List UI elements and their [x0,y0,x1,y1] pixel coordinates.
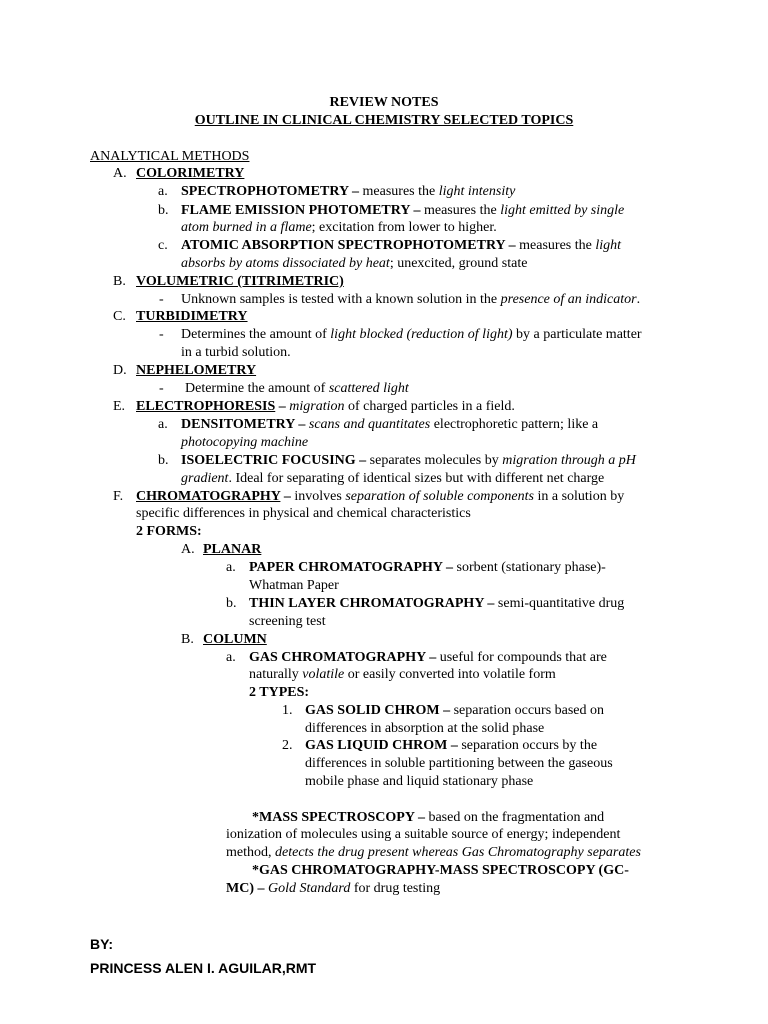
gcms-note-line2: MC) – Gold Standard for drug testing [226,881,441,896]
d-item: Determine the amount of scattered light [185,381,409,396]
outline-c-heading: TURBIDIMETRY [136,309,248,324]
e2-item-line2: gradient. Ideal for separating of identical sizes but with different net charge [181,471,605,486]
a3-marker: c. [158,238,168,253]
e1-marker: a. [158,417,168,432]
planar-marker: A. [181,542,195,557]
t1-item-line2: differences in absorption at the solid phase [305,721,545,736]
p1-item-line2: Whatman Paper [249,578,339,593]
outline-d-marker: D. [113,363,127,378]
b-item: Unknown samples is tested with a known solution in the presence of an indicator. [181,292,641,307]
outline-f-heading: CHROMATOGRAPHY – involves separation of soluble components in a solution by [136,489,625,504]
t2-marker: 2. [282,738,293,753]
a2-marker: b. [158,203,169,218]
p1-marker: a. [226,560,236,575]
ms-note-line2: ionization of molecules using a suitable source of energy; independent [226,827,621,842]
p1-item: PAPER CHROMATOGRAPHY – sorbent (stationary phase)- [249,560,606,575]
ms-note-line3: method, detects the drug present whereas Gas Chromatography separates [226,845,641,860]
a1-marker: a. [158,184,168,199]
byline-label: BY: [90,936,114,952]
e1-item: DENSITOMETRY – scans and quantitates electrophoretic pattern; like a [181,417,599,432]
t2-item-line2: differences in soluble partitioning between the gaseous [305,756,613,771]
p2-item-line2: screening test [249,614,326,629]
types-label: 2 TYPES: [249,685,310,700]
c-dash: - [159,327,164,342]
t2-item: GAS LIQUID CHROM – separation occurs by the [305,738,598,753]
document-subtitle: OUTLINE IN CLINICAL CHEMISTRY SELECTED TOPICS [194,113,574,128]
outline-c-marker: C. [113,309,126,324]
outline-b-marker: B. [113,274,126,289]
t1-item: GAS SOLID CHROM – separation occurs based on [305,703,605,718]
ms-note: *MASS SPECTROSCOPY – based on the fragmentation and [252,810,605,825]
a2-item: FLAME EMISSION PHOTOMETRY – measures the light emitted by single [181,203,625,218]
p2-marker: b. [226,596,237,611]
a1-item: SPECTROPHOTOMETRY – measures the light intensity [181,184,516,199]
outline-d-heading: NEPHELOMETRY [136,363,257,378]
d-dash: - [159,381,164,396]
gcms-note: *GAS CHROMATOGRAPHY-MASS SPECTROSCOPY (GC- [252,863,629,878]
f-forms-label: 2 FORMS: [136,524,202,539]
e1-item-line2: photocopying machine [181,435,309,450]
e2-item: ISOELECTRIC FOCUSING – separates molecules by migration through a pH [181,453,636,468]
f-line2: specific differences in physical and chemical characteristics [136,506,471,521]
c-item: Determines the amount of light blocked (reduction of light) by a particulate matter [181,327,642,342]
t2-item-line3: mobile phase and liquid stationary phase [305,774,534,789]
column-marker: B. [181,632,194,647]
a3-item: ATOMIC ABSORPTION SPECTROPHOTOMETRY – measures the light [181,238,622,253]
c1-item-line2: naturally volatile or easily converted into volatile form [249,667,556,682]
c1-item: GAS CHROMATOGRAPHY – useful for compounds that are [249,650,607,665]
outline-e-marker: E. [113,399,126,414]
t1-marker: 1. [282,703,293,718]
planar-heading: PLANAR [203,542,262,557]
column-heading: COLUMN [203,632,267,647]
c-item-line2: in a turbid solution. [181,345,291,360]
outline-e-heading: ELECTROPHORESIS – migration of charged particles in a field. [136,399,515,414]
section-heading: ANALYTICAL METHODS [90,149,250,164]
b-dash: - [159,292,164,307]
outline-a-marker: A. [113,166,127,181]
outline-f-marker: F. [113,489,124,504]
c1-marker: a. [226,650,236,665]
a2-item-line2: atom burned in a flame; excitation from lower to higher. [181,220,497,235]
outline-b-heading: VOLUMETRIC (TITRIMETRIC) [136,274,344,289]
outline-a-heading: COLORIMETRY [136,166,245,181]
p2-item: THIN LAYER CHROMATOGRAPHY – semi-quantitative drug [249,596,625,611]
a3-item-line2: absorbs by atoms dissociated by heat; unexcited, ground state [181,256,528,271]
document-title: REVIEW NOTES [329,95,439,110]
author-name: PRINCESS ALEN I. AGUILAR,RMT [90,960,317,976]
e2-marker: b. [158,453,169,468]
